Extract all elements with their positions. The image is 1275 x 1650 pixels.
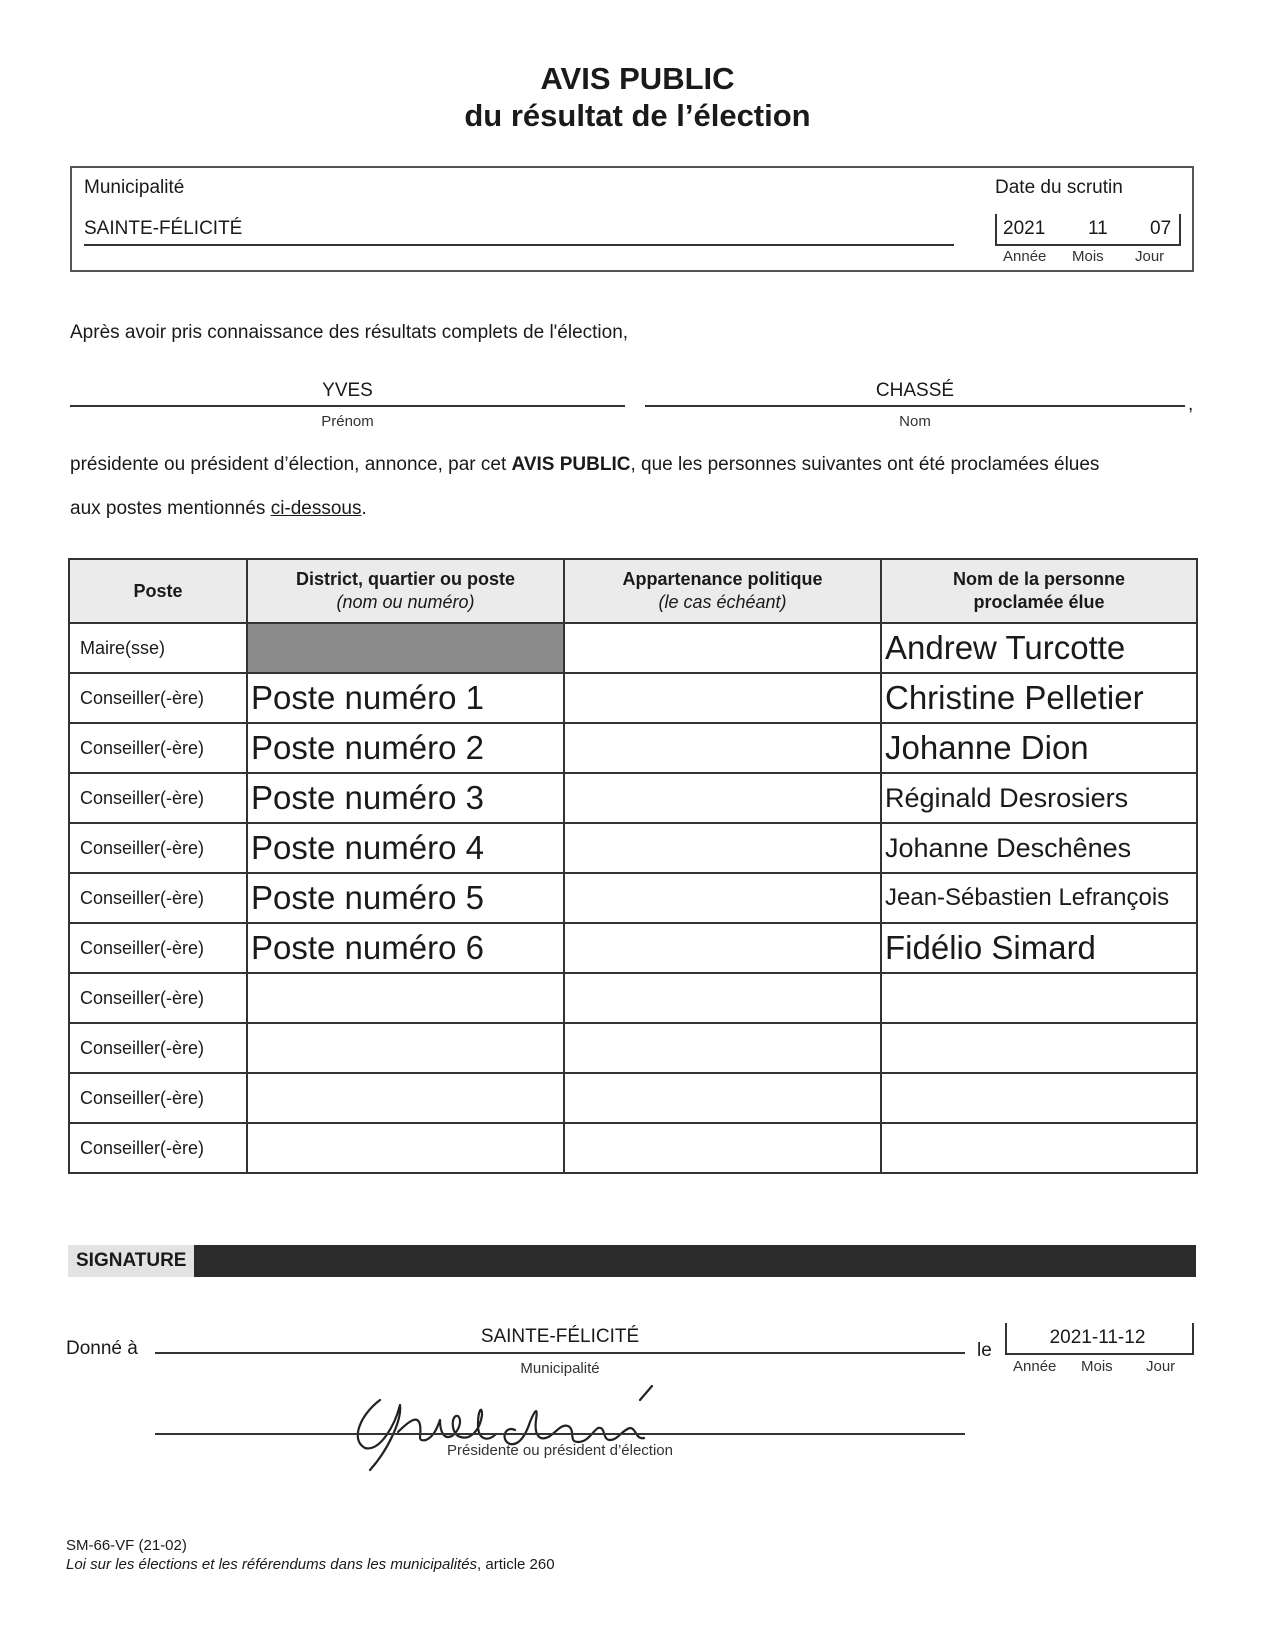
first-name-line [70,405,625,407]
date-month: 11 [1088,218,1108,239]
header-party-main: Appartenance politique [622,569,823,589]
date-label: Date du scrutin [995,177,1123,198]
table-row [69,923,1197,973]
row-party [564,1123,881,1173]
header-poste: Poste [69,559,247,623]
table-row [69,773,1197,823]
intro-text: Après avoir pris connaissance des résultats complets de l'élection, [70,322,629,343]
municipality-value: SAINTE-FÉLICITÉ [84,218,243,239]
header-party-sub: (le cas échéant) [658,592,787,612]
row-elected-name: Christine Pelletier [881,673,1197,723]
table-row [69,873,1197,923]
announcement-line-1 [70,453,1099,477]
table-row [69,973,1197,1023]
row-party [564,623,881,673]
row-district [247,1073,564,1123]
row-party [564,1023,881,1073]
row-poste: Conseiller(-ère) [69,973,247,1023]
row-elected-name: Fidélio Simard [881,923,1197,973]
last-name-label: Nom [899,413,931,430]
row-district: Poste numéro 1 [247,673,564,723]
header-party [564,559,881,623]
announcement-bold: AVIS PUBLIC [511,454,631,475]
table-row [69,823,1197,873]
row-poste: Maire(sse) [69,623,247,673]
header-district [247,559,564,623]
signature-band [68,1245,1196,1277]
row-district-shaded [247,623,564,673]
month-label: Mois [1072,248,1104,265]
row-party [564,923,881,973]
row-elected-name: Andrew Turcotte [881,623,1197,673]
table-row [69,723,1197,773]
row-poste: Conseiller(-ère) [69,1023,247,1073]
table-row [69,1123,1197,1173]
header-name-sub: proclamée élue [973,592,1105,612]
row-poste: Conseiller(-ère) [69,823,247,873]
row-party [564,873,881,923]
table-header-row [69,559,1197,623]
signature-date: 2021-11-12 [1049,1327,1146,1348]
row-district [247,1123,564,1173]
row-district: Poste numéro 2 [247,723,564,773]
announcement-part-1: présidente ou président d’élection, annonce, par cet [70,454,512,475]
row-poste: Conseiller(-ère) [69,723,247,773]
given-at-municipality-label: Municipalité [520,1360,600,1377]
law-article: , article 260 [477,1556,555,1573]
date-year: 2021 [1003,218,1046,239]
header-name [881,559,1197,623]
law-title: Loi sur les élections et les référendums dans les municipalités [66,1556,478,1573]
row-poste: Conseiller(-ère) [69,673,247,723]
president-last-name: CHASSÉ [875,380,955,401]
row-poste: Conseiller(-ère) [69,1123,247,1173]
row-party [564,1073,881,1123]
row-party [564,823,881,873]
header-district-main: District, quartier ou poste [295,569,516,589]
row-party [564,673,881,723]
law-reference [66,1556,555,1573]
signature-heading: SIGNATURE [68,1245,194,1277]
row-elected-name: Réginald Desrosiers [881,773,1197,823]
announcement-line-2-suffix: . [361,498,367,519]
row-elected-name: Jean-Sébastien Lefrançois [881,873,1197,923]
row-poste: Conseiller(-ère) [69,873,247,923]
row-elected-name: Johanne Deschênes [881,823,1197,873]
page-title: AVIS PUBLIC [540,61,735,96]
last-name-line [645,405,1185,407]
results-table [68,558,1198,1174]
date-day: 07 [1150,218,1172,239]
row-poste: Conseiller(-ère) [69,923,247,973]
signature-month-label: Mois [1081,1358,1113,1375]
table-row [69,673,1197,723]
announcement-link: ci-dessous [270,498,362,519]
row-elected-name [881,1123,1197,1173]
signer-label: Présidente ou président d’élection [447,1442,673,1459]
signer-line [155,1433,965,1435]
page-subtitle: du résultat de l’élection [464,98,811,133]
given-at-line [155,1352,965,1354]
announcement-line-2 [70,497,367,521]
given-at-value: SAINTE-FÉLICITÉ [480,1326,640,1347]
row-district: Poste numéro 6 [247,923,564,973]
row-district [247,1023,564,1073]
row-poste: Conseiller(-ère) [69,1073,247,1123]
row-elected-name [881,1023,1197,1073]
header-district-sub: (nom ou numéro) [336,592,475,612]
row-party [564,773,881,823]
signature-day-label: Jour [1146,1358,1176,1375]
row-elected-name [881,973,1197,1023]
announcement-line-2-prefix: aux postes mentionnés [70,498,271,519]
president-first-name: YVES [322,380,373,401]
given-at-label: Donné à [66,1338,138,1359]
le-label: le [977,1340,992,1361]
table-row [69,1073,1197,1123]
first-name-label: Prénom [321,413,374,430]
municipality-label: Municipalité [84,177,185,198]
form-code: SM-66-VF (21-02) [66,1537,187,1554]
row-district [247,973,564,1023]
announcement-part-2: , que les personnes suivantes ont été proclamées élues [630,454,1100,475]
row-poste: Conseiller(-ère) [69,773,247,823]
row-elected-name [881,1073,1197,1123]
year-label: Année [1003,248,1047,265]
table-row [69,623,1197,673]
day-label: Jour [1135,248,1165,265]
table-row [69,1023,1197,1073]
row-district: Poste numéro 5 [247,873,564,923]
row-district: Poste numéro 4 [247,823,564,873]
header-name-main: Nom de la personne [952,569,1126,589]
row-party [564,723,881,773]
signature-year-label: Année [1013,1358,1057,1375]
municipality-line [84,244,954,246]
handwritten-signature [340,1370,700,1480]
name-comma: , [1188,394,1194,415]
row-elected-name: Johanne Dion [881,723,1197,773]
row-party [564,973,881,1023]
row-district: Poste numéro 3 [247,773,564,823]
